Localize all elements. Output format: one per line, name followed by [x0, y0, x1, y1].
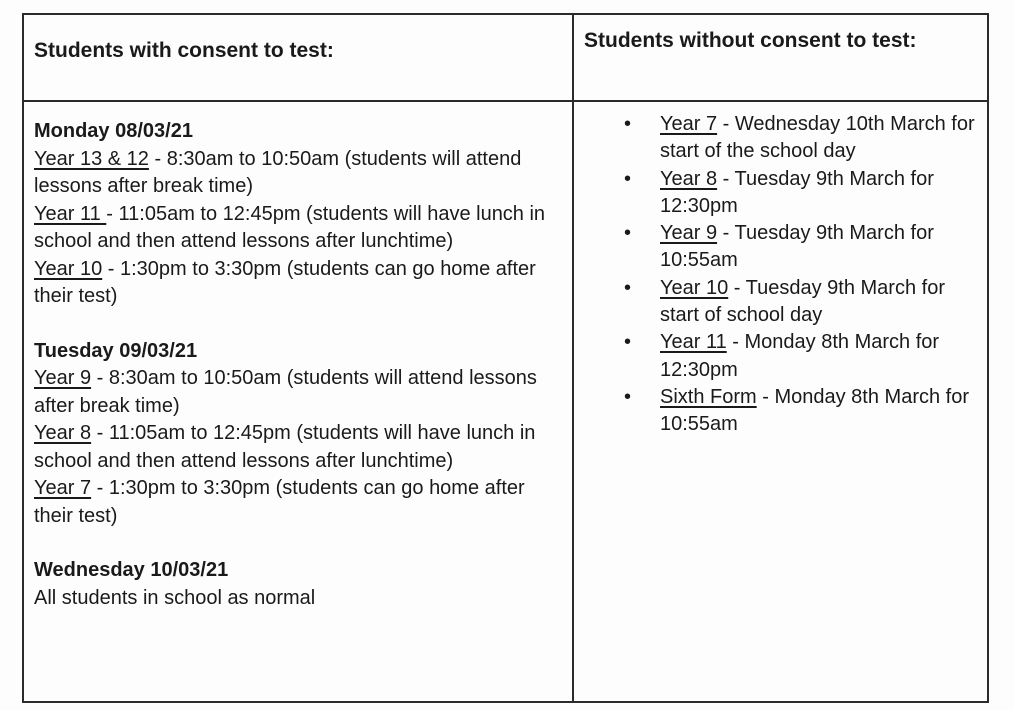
list-item — [584, 275, 984, 330]
list-item — [584, 384, 984, 439]
entry-text: - Tuesday 9th March for 12:30pm — [660, 167, 934, 217]
header-without-consent: Students without consent to test: — [584, 29, 917, 52]
schedule-entry — [34, 256, 564, 311]
entry-text: - 1:30pm to 3:30pm (students can go home after their test) — [34, 257, 536, 307]
day-title: Tuesday 09/03/21 — [34, 339, 198, 362]
day-title: Monday 08/03/21 — [34, 120, 193, 142]
day-block-tuesday — [34, 338, 564, 531]
bullet-dot-icon: • — [624, 113, 632, 135]
year-group-label: Sixth Form — [660, 385, 757, 408]
year-group-label: Year 10 — [660, 276, 729, 299]
entry-text: - 8:30am to 10:50am (students will attend lessons after break time) — [34, 147, 522, 197]
year-group-label: Year 13 & 12 — [34, 147, 149, 170]
schedule-entry — [34, 475, 564, 530]
schedule-entry — [34, 201, 564, 256]
list-item — [584, 329, 984, 384]
list-item — [584, 220, 984, 275]
year-group-label: Year 10 — [34, 257, 103, 280]
entry-text: - Monday 8th March for 10:55am — [660, 385, 969, 436]
entry-text: - Tuesday 9th March for 10:55am — [660, 222, 934, 272]
entry-text: - 11:05am to 12:45pm (students will have lunch in school and then attend lessons after lunchtime) — [34, 422, 536, 472]
entry-text: - 8:30am to 10:50am (students will attend lessons after break time) — [34, 367, 537, 417]
year-group-label: Year 7 — [660, 113, 718, 135]
year-group-label: Year 11 — [660, 331, 727, 354]
entry-text: - Monday 8th March for 12:30pm — [660, 331, 940, 381]
testing-schedule-table — [22, 13, 989, 703]
year-group-label: Year 11 — [34, 202, 107, 225]
schedule-note: All students in school as normal — [34, 586, 316, 609]
day-title: Wednesday 10/03/21 — [34, 559, 229, 581]
year-group-label: Year 9 — [660, 222, 718, 245]
day-block-wednesday — [34, 557, 564, 612]
year-group-label: Year 9 — [34, 367, 92, 389]
header-with-consent: Students with consent to test: — [34, 39, 334, 62]
schedule-entry — [34, 420, 564, 475]
year-group-label: Year 8 — [660, 167, 718, 190]
bullet-dot-icon: • — [624, 276, 632, 299]
with-consent-schedule — [34, 118, 564, 639]
entry-text: - 11:05am to 12:45pm (students will have lunch in school and then attend lessons after lunchtime) — [34, 202, 546, 252]
header-divider — [24, 100, 987, 102]
year-group-label: Year 7 — [34, 477, 92, 499]
schedule-entry — [34, 365, 564, 420]
bullet-dot-icon: • — [624, 385, 632, 408]
entry-text: - 1:30pm to 3:30pm (students can go home after their test) — [34, 477, 525, 527]
day-block-monday — [34, 118, 564, 311]
year-group-label: Year 8 — [34, 422, 92, 444]
bullet-dot-icon: • — [624, 167, 632, 190]
column-divider — [572, 15, 574, 701]
list-item — [584, 111, 984, 166]
bullet-dot-icon: • — [624, 222, 632, 245]
bullet-dot-icon: • — [624, 331, 632, 354]
schedule-entry — [34, 146, 564, 201]
entry-text: - Wednesday 10th March for start of the school day — [660, 113, 975, 163]
list-item — [584, 166, 984, 221]
without-consent-list — [584, 111, 984, 439]
entry-text: - Tuesday 9th March for start of school day — [660, 276, 945, 327]
